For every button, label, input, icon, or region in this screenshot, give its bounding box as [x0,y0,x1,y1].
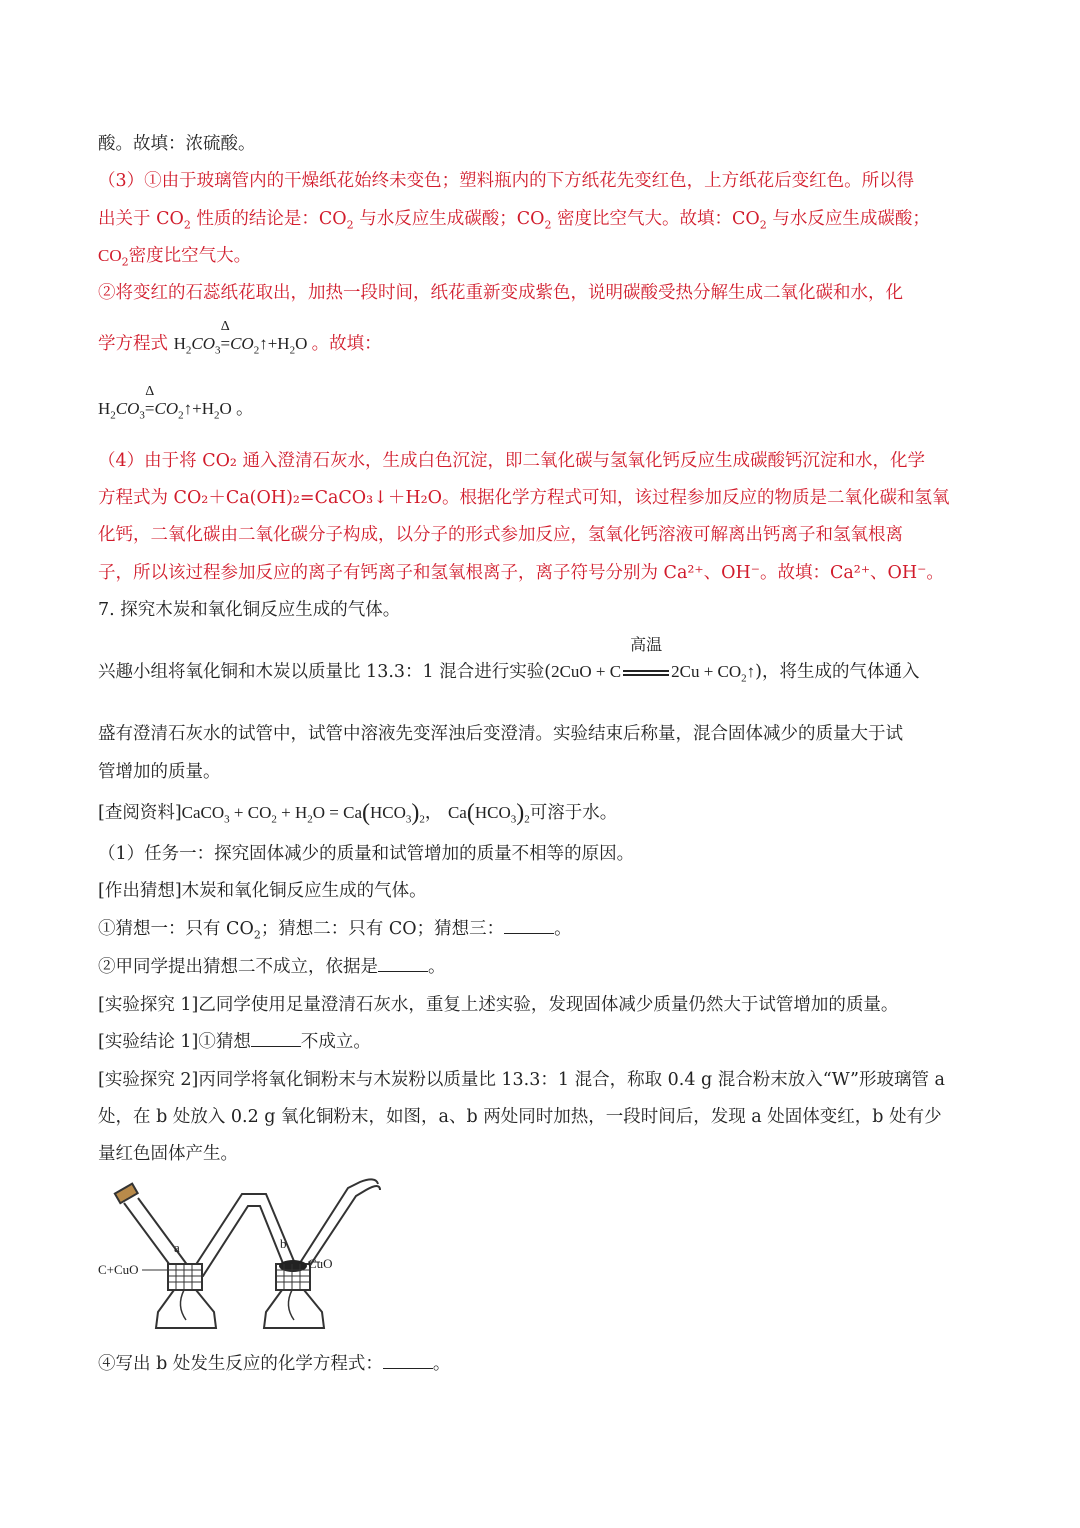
subscript: 3 [510,813,517,826]
formula-text: Ca [447,803,467,822]
formula-text: 2CuO + C [551,662,622,681]
line-text: 出关于 CO [98,209,184,229]
text-line [98,1352,980,1376]
line-text: ①猜想一：只有 CO [98,919,254,939]
line-text: [实验探究 1]乙同学使用足量澄清石灰水，重复上述实验，发现固体减少质量仍然大于试管增加的质量。 [98,995,899,1015]
subscript: 2 [544,218,552,232]
line-text: 密度比空气大。故填：CO [557,209,760,229]
text-line [98,760,980,784]
text-line [98,955,980,979]
line-text: [作出猜想]木炭和氧化铜反应生成的气体。 [98,881,427,901]
answer-line [98,449,980,473]
answer-blank[interactable] [504,917,554,934]
answer-line [98,486,980,510]
chemical-equation [98,384,236,422]
text-line [98,879,980,903]
text-line [98,637,980,690]
line-text: 盛有澄清石灰水的试管中，试管中溶液先变浑浊后变澄清。实验结束后称量，混合固体减少的质量大于试 [98,724,903,744]
paren: ( [361,800,370,826]
subscript: 2 [110,409,116,422]
line-text: 不成立。 [300,1032,371,1052]
paren: ) [411,800,420,826]
formula-text: CO [115,399,140,418]
formula-text: CO [191,334,215,353]
line-text: 。 [236,399,254,419]
subscript: 2 [289,344,296,357]
text-line [98,1030,980,1054]
heating-condition: Δ = [220,332,230,356]
line-text: 处，在 b 处放入 0.2 g 氧化铜粉末，如图，a、b 两处同时加热，一段时间后，发现 a 处固体变红，b 处有少 [98,1107,942,1127]
formula-text: +H [267,334,290,353]
chemical-equation [181,800,425,826]
answer-line [98,561,980,585]
text-line [98,842,980,866]
line-text: 密度比空气大。 [128,246,252,266]
stopper-shape [115,1184,138,1204]
subscript: 2 [121,255,129,269]
w-tube-apparatus-figure [98,1178,398,1350]
text-line [98,1105,980,1129]
formula-text: H [173,334,186,353]
heating-condition: Δ = [145,397,155,421]
text-line [98,917,980,948]
label-b: b [280,1236,287,1251]
text-line [98,722,980,746]
line-text: 化钙，二氧化碳由二氧化碳分子构成，以分子的形式参加反应，氢氧化钙溶液可解离出钙离子和氢氧根离 [98,525,903,545]
subscript: 2 [253,344,260,357]
line-text: （3）①由于玻璃管内的干燥纸花始终未变色；塑料瓶内的下方纸花先变红色，上方纸花后变红色。所以得 [98,171,915,191]
line-text: ②甲同学提出猜想二不成立，依据是 [98,957,378,977]
line-text: 与水反应生成碳酸；CO [359,209,545,229]
question-title [98,598,980,622]
line-text: 可溶于水。 [529,803,618,823]
label-a: a [174,1240,180,1255]
formula-text: + H [276,803,308,822]
formula-text: O [219,399,232,418]
subscript: 2 [419,813,425,826]
wire-gauze [168,1264,202,1290]
line-text: （4）由于将 CO₂ 通入澄清石灰水，生成白色沉淀，即二氧化碳与氢氧化钙反应生成碳酸钙沉淀和水，化学 [98,451,926,471]
label-c-cuo: C+CuO [98,1262,139,1277]
line-text: 。 [428,957,446,977]
subscript: 3 [405,813,412,826]
formula-text: CO [98,246,122,265]
gas-arrow: ↑ [746,662,756,681]
answer-equation-line [98,384,980,427]
line-text: [查阅资料] [98,803,182,823]
answer-line [98,207,980,238]
line-text: 兴趣小组将氧化铜和木炭以质量比 13.3：1 混合进行实验( [98,662,552,682]
label-cuo: CuO [308,1256,333,1271]
answer-line [98,244,980,275]
text-line [98,993,980,1017]
subscript: 2 [346,218,354,232]
line-text: （1）任务一：探究固体减少的质量和试管增加的质量不相等的原因。 [98,844,635,864]
line-text: 学方程式 [98,334,168,354]
line-text: ；猜想二：只有 CO；猜想三： [260,919,505,939]
subscript: 2 [178,409,184,422]
line-text: ②将变红的石蕊纸花取出，加热一段时间，纸花重新变成紫色，说明碳酸受热分解生成二氧化碳和水，化 [98,283,903,303]
line-text: 性质的结论是：CO [196,209,347,229]
chemical-equation [551,637,756,685]
formula-text: HCO [474,803,511,822]
line-text: 管增加的质量。 [98,762,221,782]
gas-arrow: ↑ [183,399,193,418]
answer-blank[interactable] [383,1352,433,1369]
line-text: 7. 探究木炭和氧化铜反应生成的气体。 [98,600,401,620]
answer-blank[interactable] [251,1030,301,1047]
alcohol-lamp [156,1290,216,1328]
chemical-equation [173,319,312,357]
formula-text: CO [154,399,179,418]
subscript: 2 [185,344,192,357]
line-text: 方程式为 CO₂＋Ca(OH)₂=CaCO₃↓＋H₂O。根据化学方程式可知，该过程参加反应的物质是二氧化碳和氢氧 [98,488,950,508]
equals-bar [623,670,669,676]
text-line [98,1068,980,1092]
delta-symbol: Δ [145,384,155,399]
answer-line [98,523,980,547]
paren: ( [466,800,475,826]
subscript: 2 [524,813,530,826]
line-text: 。故填： [311,334,382,354]
line-text: ， [424,803,443,823]
answer-line [98,281,980,305]
line-text: [实验结论 1]①猜想 [98,1032,251,1052]
line-text: [实验探究 2]丙同学将氧化铜粉末与木炭粉以质量比 13.3：1 混合，称取 0.4 g 混合粉末放入“W”形玻璃管 a [98,1070,945,1090]
formula-text: CO [230,334,254,353]
formula-text: + CO [229,803,272,822]
text-line [98,1142,980,1166]
subscript: 2 [759,218,767,232]
subscript: 3 [224,813,230,826]
line-text: )，将生成的气体通入 [755,662,920,682]
alcohol-lamp [264,1290,324,1328]
condition-text: 高温 [630,637,663,654]
delta-symbol: Δ [220,319,230,334]
line-text: ④写出 b 处发生反应的化学方程式： [98,1354,383,1374]
subscript: 2 [183,218,191,232]
subscript: 2 [214,409,220,422]
answer-blank[interactable] [378,955,428,972]
line-text: 与水反应生成碳酸； [772,209,930,229]
subscript: 2 [741,672,747,685]
line-text: 。 [432,1354,451,1374]
apparatus-diagram [98,1178,398,1346]
answer-line [98,169,980,193]
line-text: 酸。故填：浓硫酸。 [98,134,256,154]
formula-text: +H [192,399,214,418]
formula-text: H [98,399,111,418]
text-line [98,801,980,831]
answer-line [98,319,980,362]
gas-arrow: ↑ [259,334,268,353]
formula-text: 2Cu + CO [671,662,742,681]
formula-text: O = Ca [312,803,362,822]
line-text: 。 [554,919,572,939]
high-temp-condition [621,637,671,684]
line-text: 子，所以该过程参加反应的离子有钙离子和氢氧根离子，离子符号分别为 Ca²⁺、OH⁻。故填：Ca²⁺、OH⁻。 [98,563,944,583]
subscript: 3 [214,344,221,357]
formula-text: HCO [369,803,406,822]
subscript: 3 [139,409,145,422]
subscript: 2 [253,928,261,942]
text-line [98,132,980,156]
formula-text: O [295,334,308,353]
paren: ) [516,800,525,826]
formula-text: CaCO [181,803,225,822]
subscript: 2 [307,813,313,826]
line-text: 量红色固体产生。 [98,1144,238,1164]
subscript: 2 [271,813,277,826]
chemical-formula [447,800,530,826]
